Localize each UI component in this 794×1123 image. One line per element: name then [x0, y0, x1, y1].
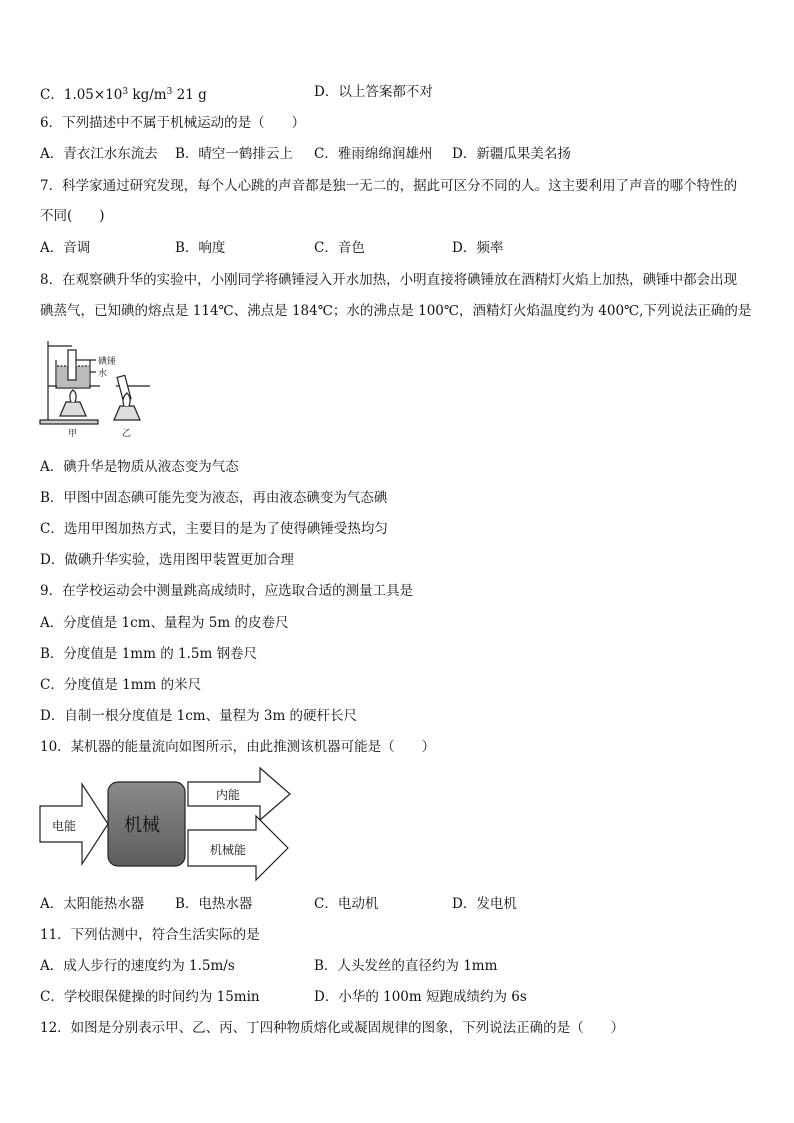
- q10-stem: 10．某机器的能量流向如图所示，由此推测该机器可能是（ ）: [40, 739, 436, 755]
- q8-stem-line2: 碘蒸气，已知碘的熔点是 114℃、沸点是 184℃；水的沸点是 100℃，酒精灯火焰温度约为 400℃,下列说法正确的是: [40, 303, 752, 319]
- q11-option-d: D．小华的 100m 短跑成绩约为 6s: [314, 989, 527, 1005]
- iodine-apparatus-figure: [38, 336, 158, 440]
- q9-option-c: C．分度值是 1mm 的米尺: [40, 677, 202, 693]
- q12-stem: 12．如图是分别表示甲、乙、丙、丁四种物质熔化或凝固规律的图象，下列说法正确的是（ ）: [40, 1020, 625, 1036]
- q10-option-c: C．电动机: [314, 896, 379, 912]
- q9-option-a: A．分度值是 1cm、量程为 5m 的皮卷尺: [40, 615, 289, 631]
- q6-option-d: D．新疆瓜果美名扬: [452, 146, 571, 162]
- q11-stem: 11．下列估测中，符合生活实际的是: [40, 927, 260, 943]
- q6-option-b: B．晴空一鹤排云上: [175, 146, 293, 162]
- label-internal-energy: 内能: [216, 788, 241, 802]
- q8-stem-line1: 8．在观察碘升华的实验中，小刚同学将碘锤浸入开水加热，小明直接将碘锤放在酒精灯火焰上加热，碘锤中都会出现: [40, 272, 738, 288]
- q11-option-c: C．学校眼保健操的时间约为 15min: [40, 989, 260, 1005]
- energy-flow-diagram: [38, 766, 294, 884]
- q6-option-c: C．雅雨绵绵润雄州: [314, 146, 433, 162]
- q8-option-c: C．选用甲图加热方式，主要目的是为了使得碘锤受热均匀: [40, 521, 388, 537]
- q7-option-d: D．频率: [452, 240, 504, 256]
- q7-option-b: B．响度: [175, 240, 226, 256]
- q10-option-b: B．电热水器: [175, 896, 253, 912]
- label-machine: 机械: [124, 815, 160, 836]
- q6-stem: 6．下列描述中不属于机械运动的是（ ）: [40, 115, 306, 131]
- q7-stem-line2: 不同( ): [40, 208, 105, 224]
- label-yi: 乙: [122, 429, 132, 439]
- q7-stem-line1: 7．科学家通过研究发现，每个人心跳的声音都是独一无二的，据此可区分不同的人。这主要利用了声音的哪个特性的: [40, 178, 738, 194]
- q8-option-b: B．甲图中固态碘可能先变为液态，再由液态碘变为气态碘: [40, 490, 388, 506]
- q10-option-a: A．太阳能热水器: [40, 896, 145, 912]
- q8-option-d: D．做碘升华实验，选用图甲装置更加合理: [40, 552, 294, 568]
- q11-option-b: B．人头发丝的直径约为 1mm: [314, 958, 498, 974]
- q11-option-a: A．成人步行的速度约为 1.5m/s: [40, 958, 235, 974]
- q7-option-a: A．音调: [40, 240, 91, 256]
- q9-option-b: B．分度值是 1mm 的 1.5m 钢卷尺: [40, 646, 258, 662]
- q9-option-d: D．自制一根分度值是 1cm、量程为 3m 的硬杆长尺: [40, 708, 358, 724]
- q7-option-c: C．音色: [314, 240, 365, 256]
- label-iodine-tube: 碘锤: [98, 357, 117, 367]
- q10-option-d: D．发电机: [452, 896, 517, 912]
- label-jia: 甲: [68, 429, 78, 439]
- label-water: 水: [98, 369, 108, 379]
- q5-option-c: C．$1.05\times 10^3$ $kg/m^3$ 21 g: [40, 87, 207, 103]
- q6-option-a: A．青衣江水东流去: [40, 146, 158, 162]
- q5-option-d: D．以上答案都不对: [314, 84, 433, 100]
- label-electric-energy: 电能: [52, 819, 77, 833]
- label-mechanical-energy: 机械能: [210, 843, 247, 857]
- q8-option-a: A．碘升华是物质从液态变为气态: [40, 459, 239, 475]
- q9-stem: 9．在学校运动会中测量跳高成绩时，应选取合适的测量工具是: [40, 583, 414, 599]
